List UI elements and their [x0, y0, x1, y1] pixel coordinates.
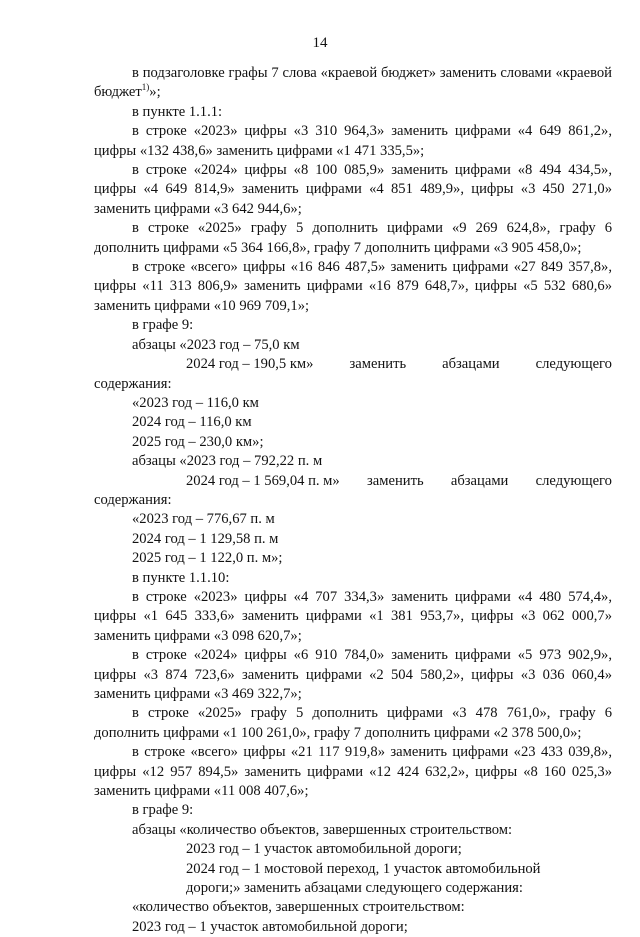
paragraph-row-2025: в строке «2025» графу 5 дополнить цифрами «9 269 624,8», графу 6 дополнить цифрами «5 364 166,8», графу 7 дополнить цифрами «3 905 458,0»; — [94, 220, 612, 256]
paragraph-item-1-1-10: в пункте 1.1.10: — [132, 569, 230, 586]
paragraph-content-label: содержания: — [94, 375, 172, 392]
paragraph-row-2024: в строке «2024» цифры «8 100 085,9» заменить цифрами «8 494 434,5», цифры «4 649 814,9» заменить цифрами «4 851 489,9», цифры «3 450 271,0» заменить цифрами «3 642 944,6»; — [94, 162, 612, 217]
paragraph-item-1-1-1: в пункте 1.1.1: — [132, 103, 223, 120]
text-fragment: заменить — [367, 472, 424, 489]
page-number: 14 — [312, 35, 328, 51]
paragraph-row-total-b: в строке «всего» цифры «21 117 919,8» заменить цифрами «23 433 039,8», цифры «12 957 894,5» заменить цифрами «12 424 632,2», цифры «8 160 025,3» заменить цифрами «11 008 407,6»; — [94, 744, 612, 800]
paragraph-text: в подзаголовке графы 7 слова «краевой бюджет» заменить словами «краевой бюджет — [94, 65, 612, 101]
text-fragment: 2024 год – 190,5 км» — [186, 356, 314, 373]
paragraph-new-2025-pm: 2025 год – 1 122,0 п. м»; — [132, 550, 283, 567]
text-fragment: заменить — [349, 356, 407, 373]
paragraph-row-2023: в строке «2023» цифры «3 310 964,3» заменить цифрами «4 649 861,2», цифры «132 438,6» заменить цифрами «1 471 335,5»; — [94, 123, 612, 159]
paragraph-new-2024-km: 2024 год – 116,0 км — [132, 414, 252, 431]
paragraph-text-end: »; — [149, 84, 161, 101]
paragraph-row-2025-b: в строке «2025» графу 5 дополнить цифрами «3 478 761,0», графу 6 дополнить цифрами «1 100 261,0», графу 7 дополнить цифрами «2 378 500,0»; — [94, 705, 612, 741]
paragraph-new-objects-heading: «количество объектов, завершенных строительством: — [132, 899, 465, 916]
paragraph-subheading-graph-7 — [94, 64, 612, 103]
text-fragment: следующего — [535, 472, 612, 489]
paragraph-new-2023-objects: 2023 год – 1 участок автомобильной дороги; — [132, 918, 408, 935]
paragraph-row-2024-b: в строке «2024» цифры «6 910 784,0» заменить цифрами «5 973 902,9», цифры «3 874 723,6» заменить цифрами «2 504 580,2», цифры «3 036 060,4» заменить цифрами «3 469 322,7»; — [94, 647, 612, 702]
text-fragment: следующего — [535, 356, 612, 373]
paragraph-row-2023-b: в строке «2023» цифры «4 707 334,3» заменить цифрами «4 480 574,4», цифры «1 645 333,6» заменить цифрами «1 381 953,7», цифры «3 062 000,7» заменить цифрами «3 098 620,7»; — [94, 588, 612, 644]
paragraph-old-2024-objects: 2024 год – 1 мостовой переход, 1 участок автомобильной — [186, 860, 541, 877]
paragraph-content-label: содержания: — [94, 491, 172, 508]
text-fragment: абзацами — [450, 472, 509, 489]
paragraph-abzacy-objects: абзацы «количество объектов, завершенных строительством: — [132, 821, 513, 838]
paragraph-replace-line-km — [94, 355, 612, 374]
paragraph-row-total: в строке «всего» цифры «16 846 487,5» заменить цифрами «27 849 357,8», цифры «11 313 806,9» заменить цифрами «16 879 648,7», цифры «5 532 680,6» заменить цифрами «10 969 709,1»; — [94, 259, 612, 314]
paragraph-new-2023-km: «2023 год – 116,0 км — [132, 394, 259, 411]
paragraph-graph-9-b: в графе 9: — [132, 802, 194, 819]
document-body — [94, 64, 612, 937]
footnote-marker: 1) — [141, 82, 150, 93]
paragraph-abzacy-pm: абзацы «2023 год – 792,22 п. м — [132, 453, 323, 470]
paragraph-replace-line-pm — [94, 472, 612, 491]
paragraph-new-2024-pm: 2024 год – 1 129,58 п. м — [132, 530, 279, 547]
paragraph-replace-objects: дороги;» заменить абзацами следующего содержания: — [186, 880, 523, 897]
paragraph-graph-9: в графе 9: — [132, 317, 194, 334]
paragraph-new-2025-km: 2025 год – 230,0 км»; — [132, 433, 264, 450]
paragraph-old-2023-objects: 2023 год – 1 участок автомобильной дороги; — [186, 841, 462, 858]
paragraph-new-2023-pm: «2023 год – 776,67 п. м — [132, 511, 275, 528]
text-fragment: абзацами — [442, 356, 500, 373]
text-fragment: 2024 год – 1 569,04 п. м» — [186, 472, 340, 489]
paragraph-abzacy-km: абзацы «2023 год – 75,0 км — [132, 336, 300, 353]
